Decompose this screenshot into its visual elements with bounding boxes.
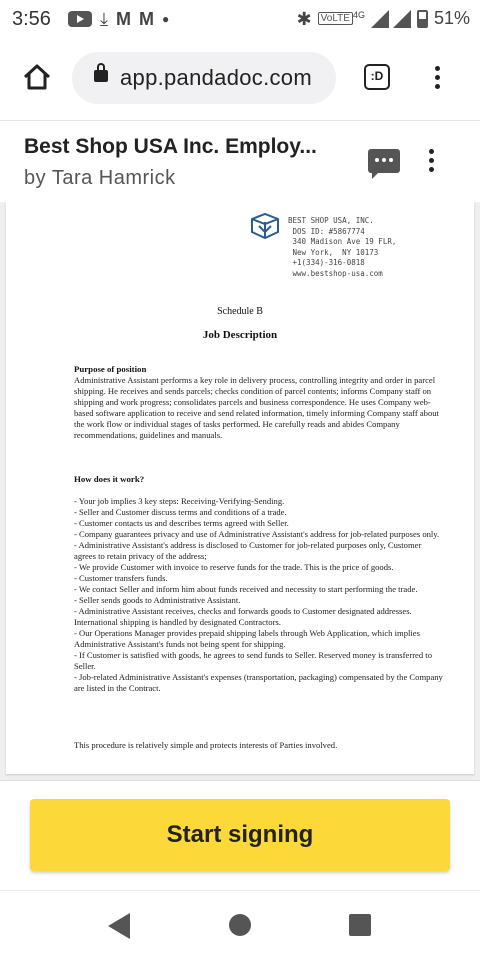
gmail-icon-2: M [138, 9, 154, 29]
list-item: - Customer transfers funds. [74, 573, 168, 583]
list-item: - Company guarantees privacy and use of Administrative Assistant's address for job-related purposes only. [74, 529, 440, 539]
box-logo-icon [250, 212, 280, 240]
lock-icon [94, 70, 108, 82]
status-bar [0, 0, 480, 38]
address-bar[interactable] [72, 52, 336, 104]
chat-icon[interactable] [368, 149, 400, 173]
list-item: - Job-related Administrative Assistant's expenses (transportation, packaging) compensated by the Company are listed in the Contract. [74, 672, 443, 693]
home-icon[interactable] [22, 62, 52, 92]
gmail-icon: M [115, 9, 131, 29]
status-time: 3:56 [12, 8, 51, 30]
list-item: - Customer contacts us and describes terms agreed with Seller. [74, 518, 289, 528]
start-signing-button[interactable]: Start signing [30, 799, 450, 871]
list-item: - Our Operations Manager provides prepaid shipping labels through Web Application, which implies Administrative Assistant's funds not being spent for shipping. [74, 628, 420, 649]
document-title: Best Shop USA Inc. Employ... [24, 135, 317, 158]
system-navigation-bar [0, 890, 480, 961]
browser-toolbar [0, 38, 480, 120]
action-bar [0, 780, 480, 891]
steps-list [74, 496, 444, 694]
list-item: - Administrative Assistant receives, checks and forwards goods to Customer designated addresses. International shipping is handled by designated Contractors. [74, 606, 412, 627]
network-gen-label: 4G [352, 9, 365, 20]
schedule-label: Schedule B [217, 306, 263, 317]
recent-apps-icon[interactable] [349, 914, 371, 936]
more-notifications-icon: ● [161, 12, 170, 26]
browser-menu-icon[interactable] [435, 66, 441, 93]
how-it-works-title: How does it work? [74, 474, 145, 484]
company-address-block: BEST SHOP USA, INC. DOS ID: #5867774 340 Madison Ave 19 FLR, New York, NY 10173 +1(334)-316-0818 www.bestshop-usa.com [288, 216, 397, 278]
battery-level: 51% [433, 8, 470, 28]
battery-icon [417, 10, 428, 28]
list-item: - Seller sends goods to Administrative Assistant. [74, 595, 241, 605]
purpose-text: Administrative Assistant performs a key role in delivery process, controlling integrity and order in parcel shipping. He receives and sends parcels; checks condition of parcel contents; informs Company staff on shipping and work progress; consolidates parcels and business correspondence. He uses Company web-based software application to receive and send related information, timely informing Company staff about the work flow or individual stages of tasks performed. He carefully reads and abides Company recommendations, guidelines and manuals. [74, 375, 439, 440]
document-menu-icon[interactable] [429, 149, 435, 176]
bluetooth-icon: ✱ [296, 8, 312, 29]
list-item: - Seller and Customer discuss terms and conditions of a trade. [74, 507, 287, 517]
system-icons [297, 8, 470, 29]
download-icon: ⤓ [100, 9, 108, 29]
closing-text: This procedure is relatively simple and protects interests of Parties involved. [74, 740, 338, 750]
document-author: by Tara Hamrick [24, 167, 176, 189]
document-viewer[interactable] [0, 202, 480, 780]
list-item: - We provide Customer with invoice to reserve funds for the trade. This is the price of goods. [74, 562, 394, 572]
list-item: - Administrative Assistant's address is disclosed to Customer for job-related purposes only, Customer agrees to retain privacy of the address; [74, 540, 422, 561]
document-page [6, 202, 474, 774]
list-item: - Your job implies 3 key steps: Receiving-Verifying-Sending. [74, 496, 285, 506]
signal-icon [371, 10, 411, 28]
notification-icons [68, 9, 169, 29]
url-text: app.pandadoc.com [120, 65, 312, 90]
list-item: - We contact Seller and inform him about funds received and necessity to start performing the trade. [74, 584, 418, 594]
home-circle-icon[interactable] [229, 914, 251, 936]
tab-switcher-button[interactable]: :D [364, 64, 390, 90]
back-icon[interactable] [108, 913, 130, 939]
list-item: - If Customer is satisfied with goods, he agrees to send funds to Seller. Reserved money is transferred to Seller. [74, 650, 432, 671]
document-header [0, 120, 480, 203]
youtube-icon [68, 11, 92, 27]
volte-badge: VoLTE [318, 12, 353, 25]
job-description-heading: Job Description [202, 329, 278, 341]
purpose-title: Purpose of position [74, 364, 147, 374]
